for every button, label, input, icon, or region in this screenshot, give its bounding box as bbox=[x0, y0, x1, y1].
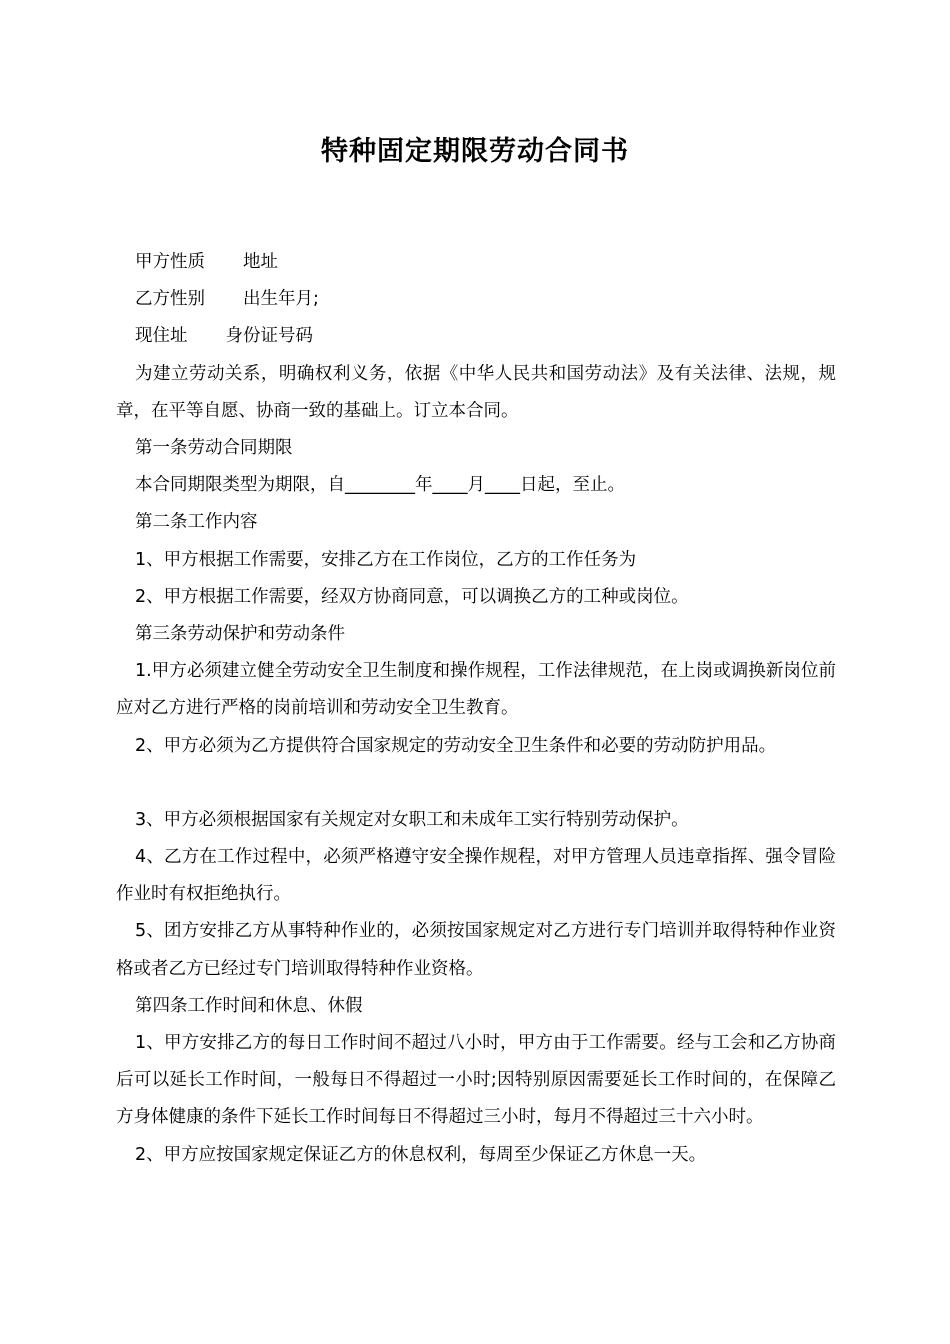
party-a-nature-label: 甲方性质 bbox=[135, 252, 205, 272]
article1-heading: 第一条劳动合同期限 bbox=[135, 438, 293, 459]
article4-item-1: 1、甲方安排乙方的每日工作时间不超过八小时，甲方由于工作需要。经与工会和乙方协商后可以延长工作时间，一般每日不得超过一小时;因特别原因需要延长工作时间的，在保障乙方身体健康的条件下延长工作时间每日不得超过三小时，每月不得超过三十六小时。 bbox=[116, 1033, 836, 1128]
id-number-label: 身份证号码 bbox=[225, 326, 313, 347]
document-body bbox=[116, 244, 836, 1174]
preamble-paragraph: 为建立劳动关系，明确权利义务，依据《中华人民共和国劳动法》及有关法律、法规，规章，在平等自愿、协商一致的基础上。订立本合同。 bbox=[116, 363, 836, 421]
article1-text: 本合同期限类型为期限，自________年____月____日起，至止。 bbox=[135, 475, 625, 496]
article3-heading: 第三条劳动保护和劳动条件 bbox=[135, 624, 345, 645]
article3-item-5: 5、团方安排乙方从事特种作业的，必须按国家规定对乙方进行专门培训并取得特种作业资格或者乙方已经过专门培训取得特种作业资格。 bbox=[116, 921, 836, 979]
current-address-label: 现住址 bbox=[135, 326, 188, 347]
article3-item-2: 2、甲方必须为乙方提供符合国家规定的劳动安全卫生条件和必要的劳动防护用品。 bbox=[135, 735, 777, 756]
field-row-residence bbox=[116, 318, 836, 355]
field-row-party-b bbox=[116, 281, 836, 318]
blank-line bbox=[116, 765, 836, 802]
address-label: 地址 bbox=[243, 252, 278, 272]
article3-item-1: 1.甲方必须建立健全劳动安全卫生制度和操作规程，工作法律规范，在上岗或调换新岗位前应对乙方进行严格的岗前培训和劳动安全卫生教育。 bbox=[116, 661, 836, 719]
party-b-gender-label: 乙方性别 bbox=[135, 289, 205, 310]
birth-date-label: 出生年月; bbox=[243, 289, 319, 310]
article3-item-3: 3、甲方必须根据国家有关规定对女职工和未成年工实行特别劳动保护。 bbox=[135, 809, 689, 830]
article2-item-1: 1、甲方根据工作需要，安排乙方在工作岗位，乙方的工作任务为 bbox=[135, 549, 637, 570]
article4-item-2: 2、甲方应按国家规定保证乙方的休息权利，每周至少保证乙方休息一天。 bbox=[135, 1144, 707, 1165]
article4-heading: 第四条工作时间和休息、休假 bbox=[135, 995, 363, 1016]
document-title: 特种固定期限劳动合同书 bbox=[321, 136, 629, 167]
article2-item-2: 2、甲方根据工作需要，经双方协商同意，可以调换乙方的工种或岗位。 bbox=[135, 586, 689, 607]
field-row-party-a bbox=[116, 244, 836, 281]
article2-heading: 第二条工作内容 bbox=[135, 512, 258, 533]
article3-item-4: 4、乙方在工作过程中，必须严格遵守安全操作规程，对甲方管理人员违章指挥、强令冒险作业时有权拒绝执行。 bbox=[116, 847, 836, 905]
